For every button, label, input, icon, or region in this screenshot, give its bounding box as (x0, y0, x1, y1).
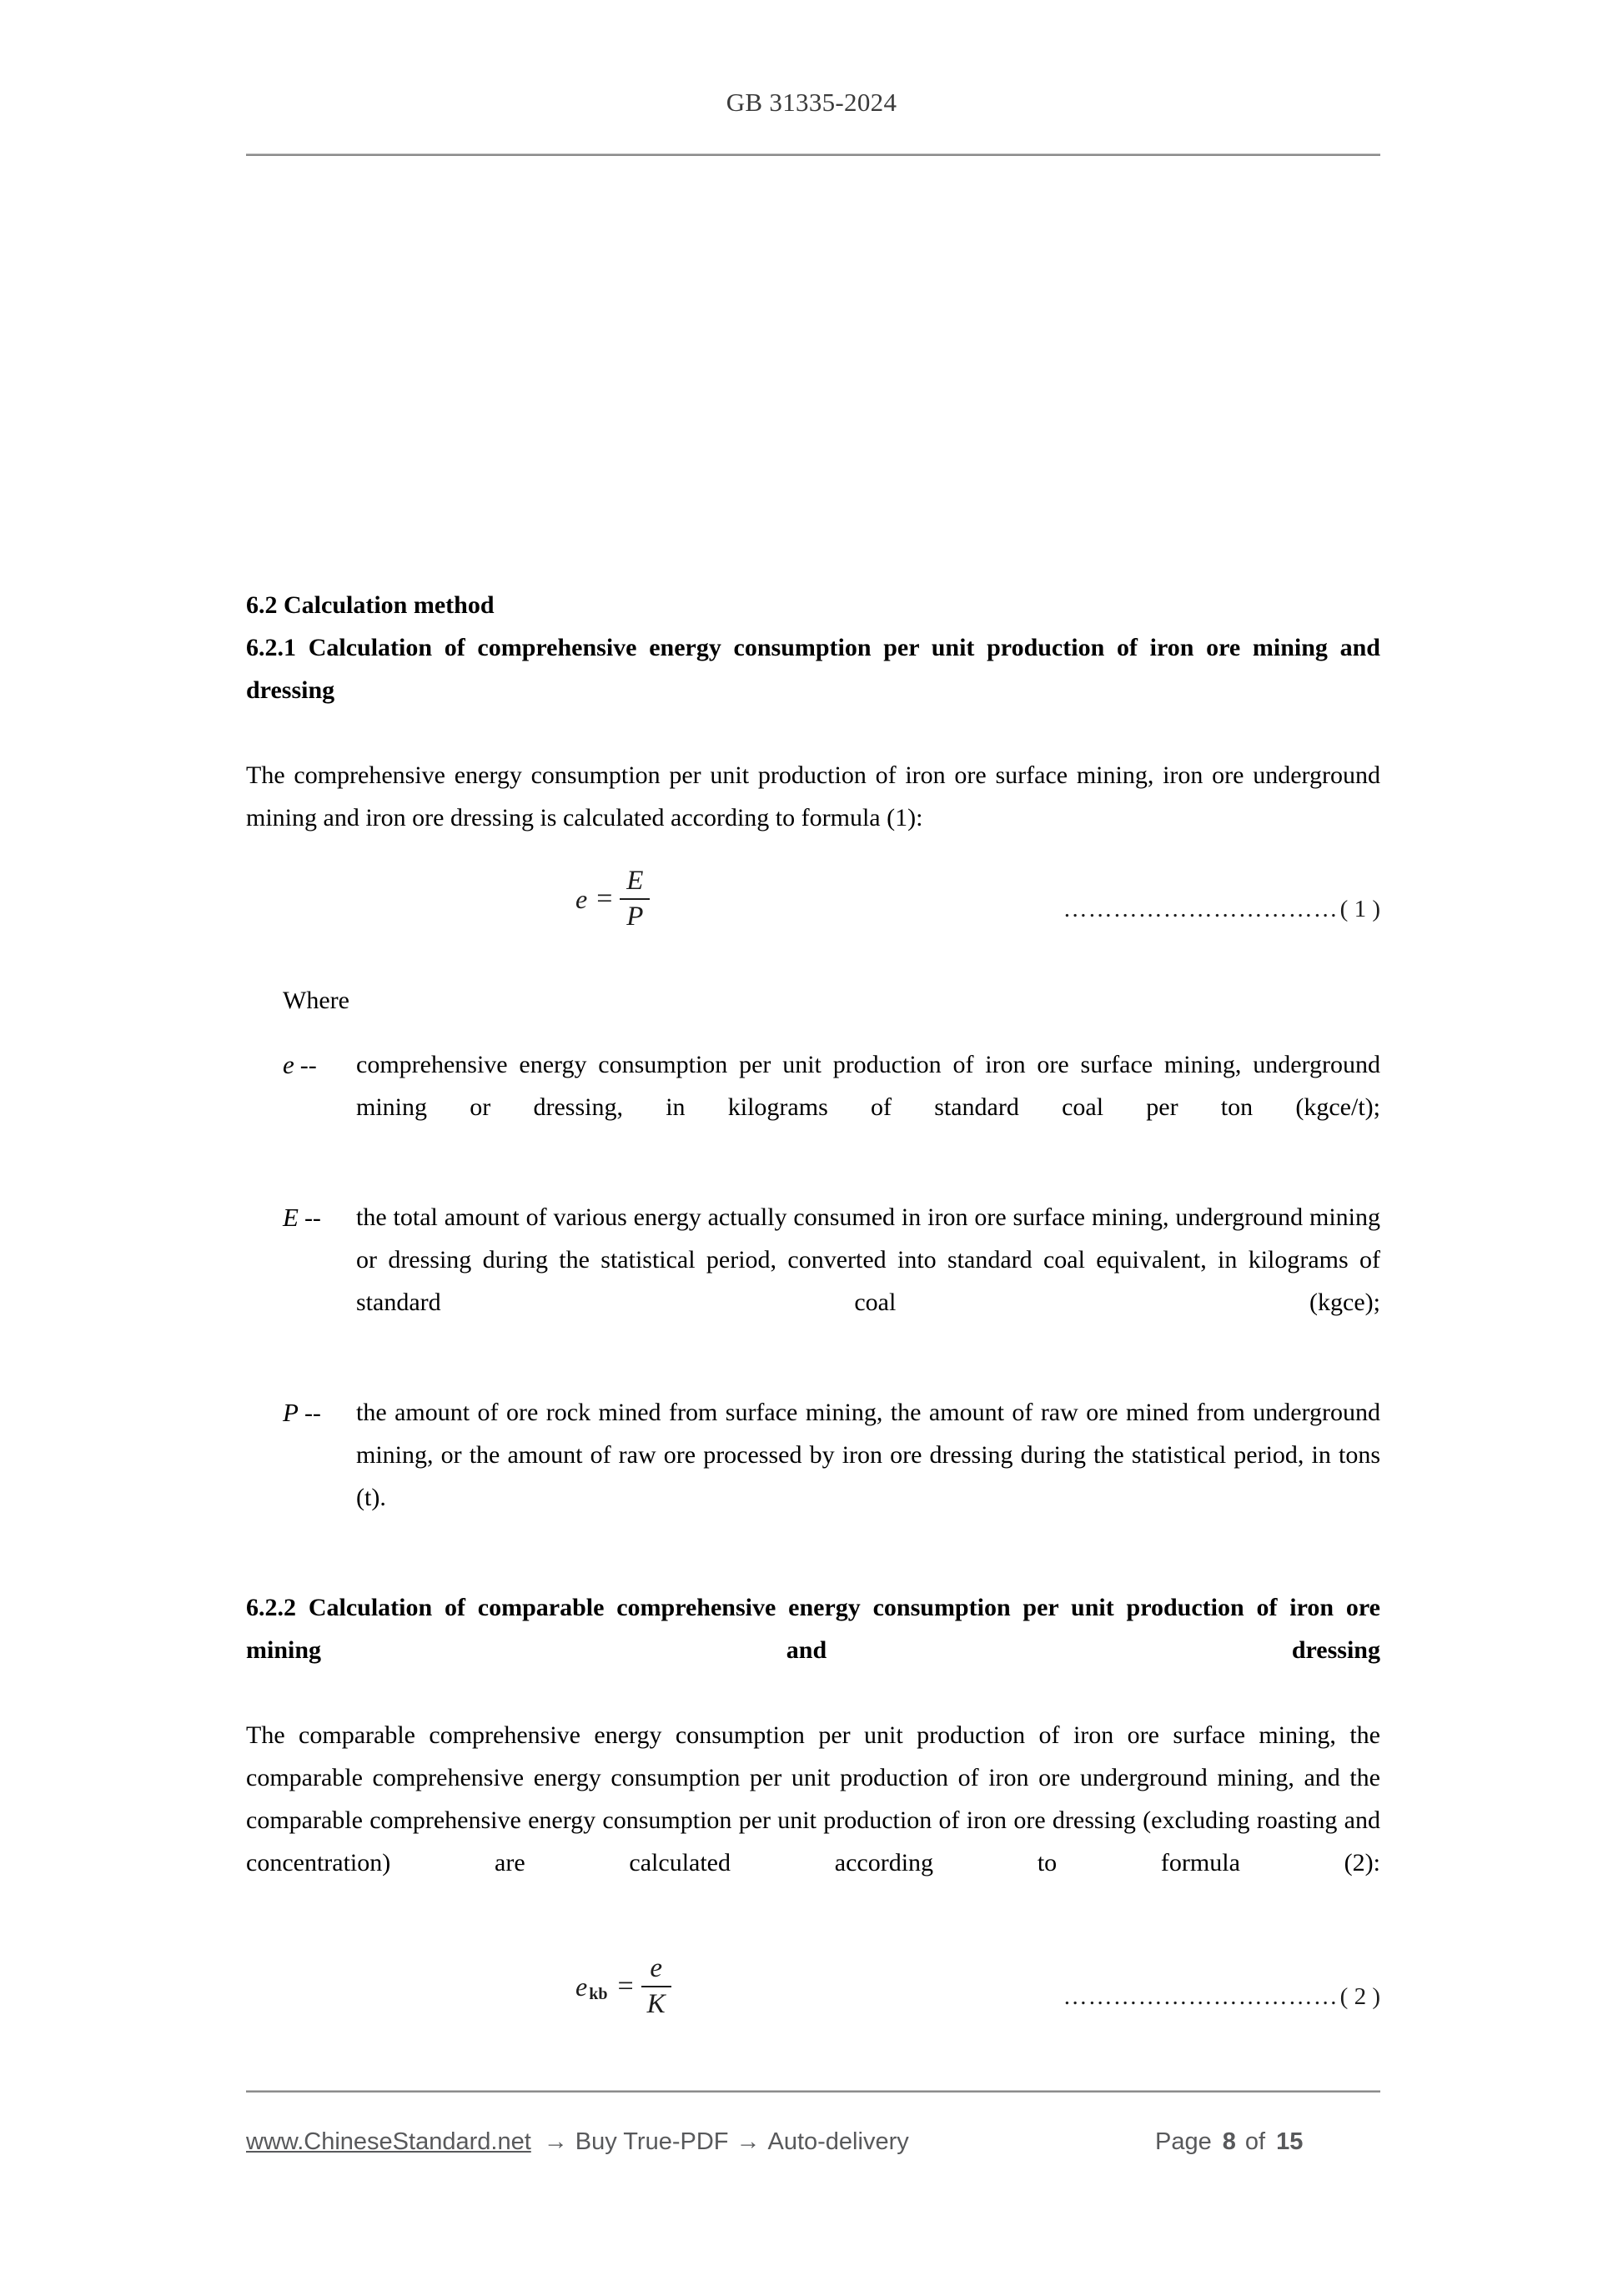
formula-2-numerator: e (650, 1953, 662, 1983)
footer-content (246, 2117, 1380, 2167)
definition-text-e: comprehensive energy consumption per unit production of iron ore surface mining, underground mining or dressing, in kilograms of standard coal per ton (kgce/t); (356, 1051, 1380, 1121)
definition-list (246, 1043, 1380, 1561)
buy-true-pdf-label[interactable]: Buy True-PDF (575, 2128, 729, 2155)
definition-item-e (246, 1043, 1380, 1171)
formula-1-number: ( 1 ) (1339, 896, 1380, 922)
page-header (0, 0, 1623, 158)
footer-divider (246, 2090, 1380, 2093)
arrow-right-icon: → (543, 2128, 568, 2155)
formula-1-fraction (620, 867, 650, 931)
formula-2-equals: = (617, 1971, 634, 2002)
current-page-number: 8 (1222, 2128, 1236, 2155)
formula-1-expression (575, 867, 650, 931)
page-content (246, 584, 1380, 2063)
formula-2-expression (575, 1955, 671, 2018)
footer-promo (246, 2128, 911, 2156)
paragraph-6-2-1: The comprehensive energy consumption per unit production of iron ore surface mining, iron ore underground mining and iron ore dressing is calculated according to formula (1): (246, 761, 1380, 831)
auto-delivery-label: Auto-delivery (767, 2128, 909, 2155)
symbol-e-dash: -- (299, 1052, 317, 1079)
formula-1-leader (1063, 896, 1380, 923)
header-divider (246, 153, 1380, 156)
symbol-E-dash: -- (304, 1204, 321, 1232)
paragraph-6-2-2: The comparable comprehensive energy consumption per unit production of iron ore surface mining, the comparable comprehensive energy consumption per unit production of iron ore underground mining, and the comparable comprehensive energy consumption per unit production of iron ore dressing (excluding roasting and concentration) are calculated according to formula (2): (246, 1721, 1380, 1876)
formula-1-denominator: P (626, 902, 644, 932)
definition-symbol-E (283, 1196, 354, 1239)
definition-symbol-P (283, 1391, 354, 1434)
formula-1-equals: = (596, 883, 613, 914)
heading-6-2: 6.2 Calculation method (246, 591, 495, 619)
formula-2-leader (1063, 1983, 1380, 2011)
symbol-P-dash: -- (304, 1399, 321, 1427)
formula-2-fraction (641, 1955, 671, 2018)
definition-text-P: the amount of ore rock mined from surface mining, the amount of raw ore mined from underground mining, or the amount of raw ore processed by iron ore dressing during the statistical period, in tons (t). (356, 1399, 1380, 1511)
page-indicator (1155, 2117, 1303, 2167)
total-page-number: 15 (1276, 2128, 1304, 2155)
page-footer (0, 2079, 1623, 2296)
formula-1-row (246, 861, 1380, 961)
where-label: Where (283, 987, 349, 1014)
definition-item-P (246, 1391, 1380, 1561)
heading-6-2-1: 6.2.1 Calculation of comprehensive energy consumption per unit production of iron ore mining and dressing (246, 634, 1380, 704)
formula-2-lhs: e (575, 1971, 588, 2002)
definition-symbol-e (283, 1043, 354, 1087)
definition-text-E: the total amount of various energy actually consumed in iron ore surface mining, underground mining or dressing during the statistical period, converted into standard coal equivalent, in kilograms of standard coal (kgce); (356, 1203, 1380, 1316)
arrow-right-icon-2: → (736, 2128, 761, 2155)
chinesestandard-link[interactable]: www.ChineseStandard.net (246, 2128, 531, 2155)
formula-1-numerator: E (626, 866, 644, 896)
symbol-e-glyph: e (283, 1050, 294, 1079)
formula-1-lhs: e (575, 883, 588, 914)
formula-2-number: ( 2 ) (1339, 1983, 1380, 2010)
formula-2-dots: …………………………… (1063, 1983, 1339, 2010)
formula-1-dots: …………………………… (1063, 896, 1339, 922)
symbol-E-glyph: E (283, 1203, 299, 1232)
of-word-label: of (1244, 2128, 1266, 2155)
formula-2-denominator: K (646, 1989, 666, 2019)
standard-number-title: GB 31335-2024 (726, 88, 897, 117)
formula-2-row (246, 1948, 1380, 2048)
heading-6-2-2: 6.2.2 Calculation of comparable comprehensive energy consumption per unit production of iron ore mining and dressing (246, 1594, 1380, 1664)
page-word-label: Page (1155, 2128, 1212, 2155)
symbol-P-glyph: P (283, 1398, 299, 1427)
formula-2-subscript: kb (589, 1984, 608, 2003)
definition-item-E (246, 1196, 1380, 1366)
